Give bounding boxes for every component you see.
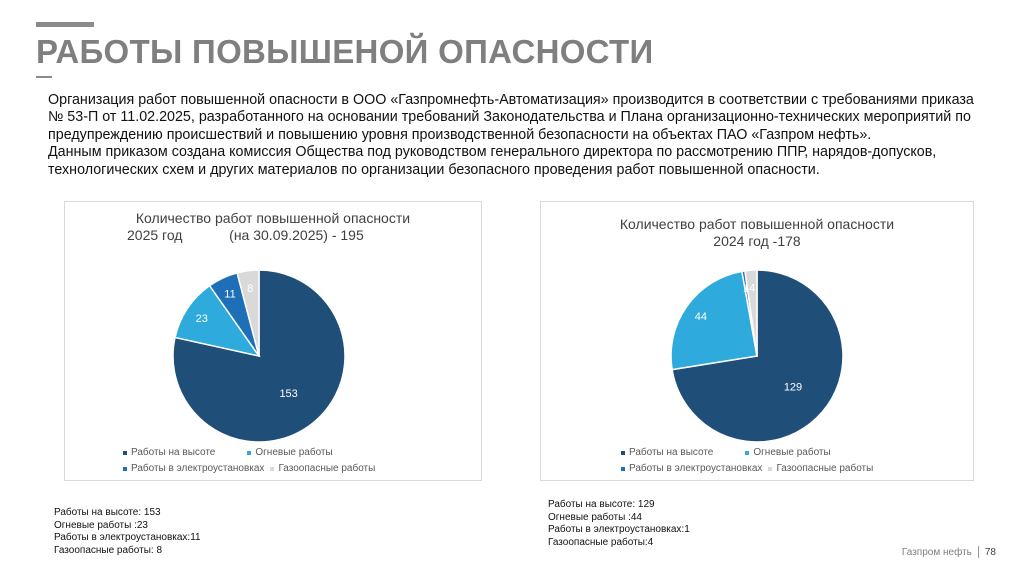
stats-2025: [54, 507, 201, 557]
legend-item-fire: [247, 445, 332, 461]
chart-2024: [540, 201, 974, 481]
chart-2025: [64, 201, 482, 481]
legend-item-fire: [745, 445, 830, 461]
title-accent-bar: [36, 22, 94, 27]
chart-2024-pie: [657, 256, 857, 456]
legend-label-electro: Работы в электроустановках: [629, 463, 763, 474]
legend-swatch-heights: [621, 451, 625, 455]
data-label-electro: 11: [224, 288, 236, 301]
legend-label-heights: Работы на высоте: [131, 447, 216, 458]
stats-2024-line: Работы в электроустановках:1: [548, 524, 690, 535]
legend-swatch-electro: [621, 467, 625, 471]
intro-text: [48, 92, 988, 179]
legend-item-electro: [621, 461, 762, 477]
page-title: РАБОТЫ ПОВЫШЕНОЙ ОПАСНОСТИ: [36, 33, 654, 70]
chart-2025-title: [65, 210, 481, 244]
legend-label-gas: Газоопасные работы: [776, 463, 874, 474]
stats-2025-line: Огневые работы :23: [54, 519, 148, 531]
page-number: 78: [984, 546, 996, 558]
stats-2025-line: Газоопасные работы: 8: [54, 544, 163, 556]
legend-swatch-fire: [745, 451, 749, 455]
stats-2024-line: Огневые работы :44: [548, 511, 642, 523]
legend-label-fire: Огневые работы: [753, 447, 831, 458]
legend-swatch-gas: [768, 467, 772, 471]
data-label-gas: 4: [749, 282, 756, 295]
chart-2025-title-line-1: Количество работ повышенной опасности: [135, 210, 411, 226]
stats-2024: [548, 499, 690, 549]
legend-label-electro: Работы в электроустановках: [131, 463, 265, 474]
legend-item-heights: [621, 445, 713, 461]
legend-item-heights: [123, 445, 215, 461]
page-footer: [902, 546, 996, 558]
legend-item-gas: [768, 461, 873, 477]
footer-company: Газпром нефть: [901, 546, 972, 558]
legend-item-gas: [270, 461, 375, 477]
data-label-electro: 1: [743, 283, 750, 296]
chart-2024-title-line-1: Количество работ повышенной опасности: [619, 216, 895, 232]
legend-label-gas: Газоопасные работы: [278, 463, 376, 474]
intro-paragraph-1: Организация работ повышенной опасности в ООО «Газпромнефть-Автоматизация» производится в соответствии с требованиями приказа № 53-П от 11.02.2025, разработанного на основании требований Законодательства и Плана организационно-технических мероприятий по предупреждению происшествий и повышению уровня производственной безопасности на объектах ПАО «Газпром нефть».: [48, 92, 974, 143]
legend-swatch-heights: [123, 451, 127, 455]
chart-2025-legend: [123, 445, 375, 477]
chart-2024-title: [541, 216, 973, 250]
chart-2024-title-line-2: 2024 год -178: [713, 233, 801, 249]
legend-swatch-electro: [123, 467, 127, 471]
title-underline: [36, 76, 52, 78]
legend-swatch-gas: [270, 467, 274, 471]
legend-label-heights: Работы на высоте: [629, 447, 714, 458]
stats-2024-line: Работы на высоте: 129: [548, 499, 655, 510]
chart-2025-pie: [159, 256, 359, 456]
legend-label-fire: Огневые работы: [255, 447, 333, 458]
data-label-fire: 23: [195, 312, 208, 325]
legend-item-electro: [123, 461, 264, 477]
chart-2025-title-line-2: 2025 год (на 30.09.2025) - 195: [127, 227, 364, 243]
stats-2025-line: Работы на высоте: 153: [54, 507, 161, 518]
stats-2024-line: Газоопасные работы:4: [548, 536, 654, 548]
data-label-heights: 129: [783, 381, 803, 394]
stats-2025-line: Работы в электроустановках:11: [54, 532, 201, 543]
data-label-heights: 153: [279, 387, 298, 400]
data-label-gas: 8: [247, 282, 254, 295]
chart-2024-legend: [621, 445, 873, 477]
legend-swatch-fire: [247, 451, 251, 455]
data-label-fire: 44: [694, 311, 708, 324]
footer-divider: [978, 546, 979, 558]
intro-paragraph-2: Данным приказом создана комиссия Общества под руководством генерального директора по рассмотрению ППР, нарядов-допусков, технологических схем и других материалов по организации безопасного проведения работ повышенной опасности.: [48, 144, 937, 178]
